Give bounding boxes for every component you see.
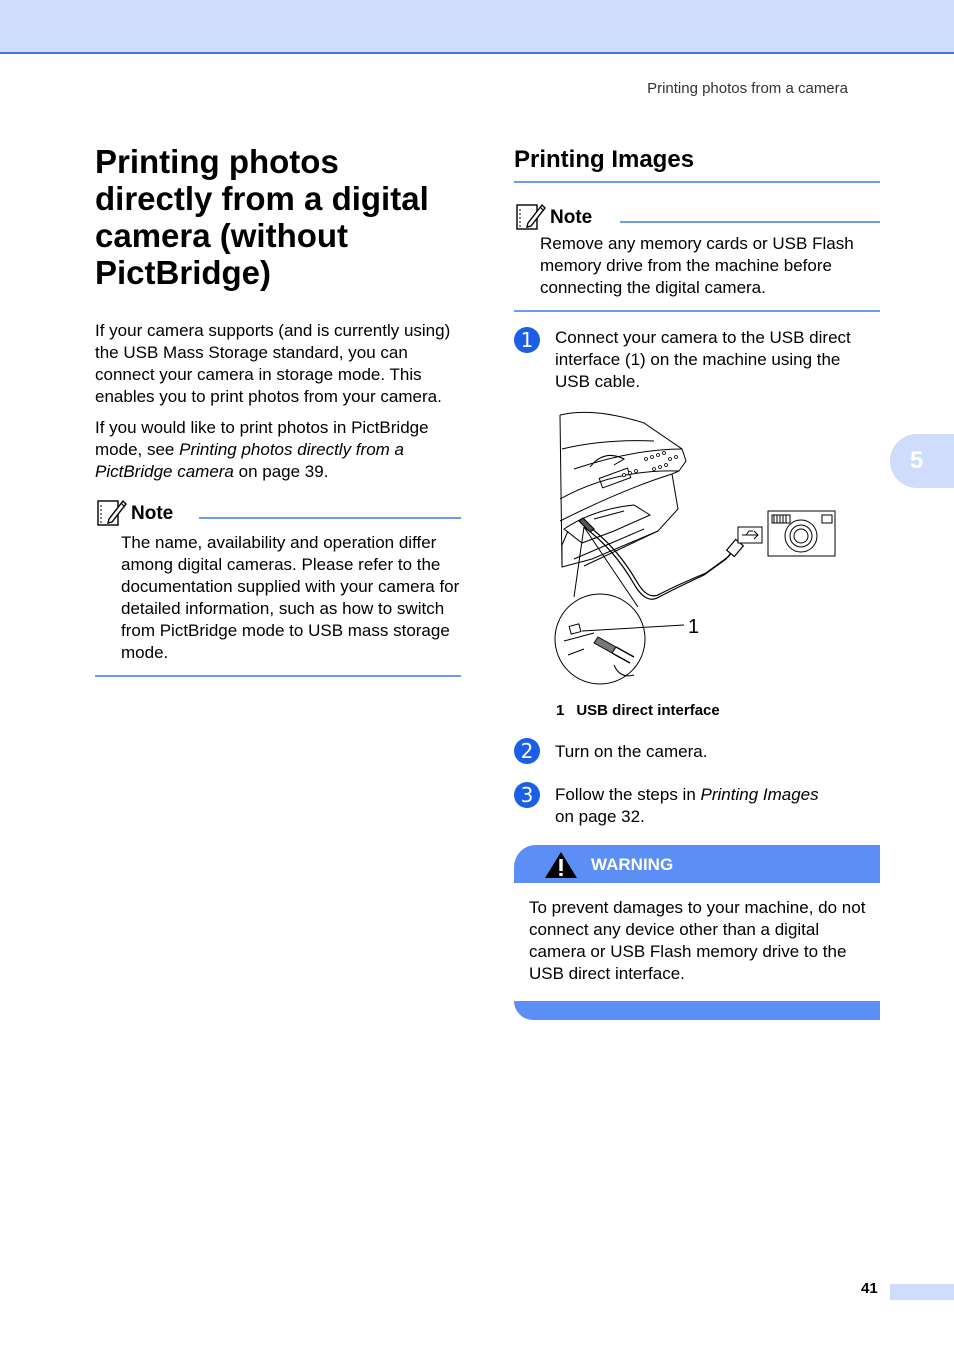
intro-paragraph-2 [95,417,461,483]
warning-footer-bar [514,1001,880,1020]
step-3-suffix: on page 32. [555,807,645,826]
note-rule [620,221,880,223]
usb-symbol-icon [738,527,762,543]
caption-text: USB direct interface [576,702,720,719]
note-label: Note [550,207,593,228]
cross-reference-link[interactable]: Printing photos directly from a PictBridge camera [95,440,404,481]
step-2 [514,738,880,763]
step-3-link[interactable]: Printing Images [700,785,819,804]
note-header [95,497,461,527]
note-text: The name, availability and operation differ among digital cameras. Please refer to the documentation supplied with your camera for detailed information, such as how to switch from PictBridge mode to USB mass storage mode. [121,533,460,662]
chapter-title: Printing photos directly from a digital camera (without PictBridge) [95,143,429,291]
figure-callout-number: 1 [688,616,700,638]
note-bottom-rule [95,664,461,677]
left-column [95,143,461,677]
printer-drawing [560,412,686,567]
note-pencil-icon [516,201,546,231]
caption-number: 1 [556,702,565,719]
camera-drawing [768,511,835,556]
right-column [514,143,880,1020]
note-header [514,201,880,231]
step-3-prefix: Follow the steps in [555,785,701,804]
section-heading: Printing Images [514,143,880,183]
page-number: 41 [861,1280,878,1297]
step-2-badge: 2 [514,738,540,764]
step-1-text: Connect your camera to the USB direct interface (1) on the machine using the USB cable. [555,328,851,391]
step-3 [514,782,880,828]
top-band [0,0,954,54]
running-header: Printing photos from a camera [647,80,848,97]
warning-body [514,883,880,1001]
step-2-text: Turn on the camera. [555,742,708,761]
step-1-badge: 1 [514,327,540,353]
note-rule [199,517,461,519]
note-box [514,201,880,312]
warning-box [514,845,880,1020]
warning-triangle-icon [544,851,578,879]
note-text: Remove any memory cards or USB Flash memory drive from the machine before connecting the digital camera. [540,234,854,297]
zoom-detail-circle [555,527,684,684]
intro-2-suffix: on page 39. [233,462,329,481]
intro-paragraph-1: If your camera supports (and is currently using) the USB Mass Storage standard, you can connect your camera in storage mode. This enables you to print photos from your camera. [95,321,451,406]
intro-2-text: If you would like to print photos in PictBridge mode, see [95,418,429,459]
note-label: Note [131,503,174,524]
step-3-badge: 3 [514,782,540,808]
warning-label: WARNING [591,855,674,874]
figure-caption [556,700,880,722]
page-number-tab [890,1284,954,1300]
usb-cable [579,518,743,599]
step-3-text [555,782,880,828]
step-1 [514,327,880,393]
warning-header [514,845,880,883]
usb-connection-illustration [554,409,844,691]
printer-buttons [623,452,678,477]
warning-text: To prevent damages to your machine, do not connect any device other than a digital camera or USB Flash memory drive to the USB direct interface. [529,898,866,983]
note-box [95,497,461,677]
note-pencil-icon [97,497,127,527]
note-bottom-rule [514,299,880,312]
chapter-tab: 5 [890,434,954,488]
